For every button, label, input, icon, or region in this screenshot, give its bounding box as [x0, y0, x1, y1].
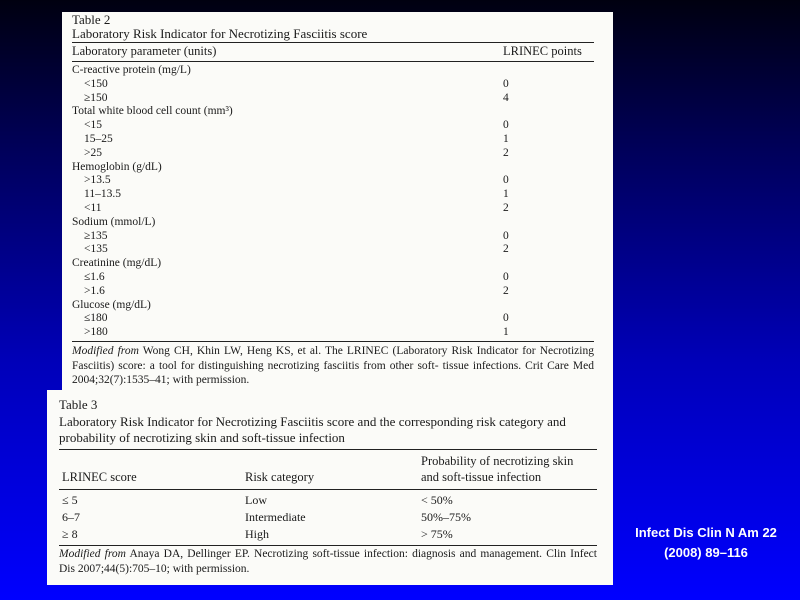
- table-2-header-parameter: Laboratory parameter (units): [72, 44, 217, 58]
- table-3-header-score: LRINEC score: [62, 470, 137, 484]
- table-row: [47, 526, 613, 542]
- points-cell: 0: [503, 174, 509, 187]
- parameter-cell: >25: [84, 146, 102, 159]
- citation-line-1: Infect Dis Clin N Am 22: [635, 525, 777, 540]
- points-cell: 4: [503, 91, 509, 104]
- citation-line-2: (2008) 89–116: [664, 545, 748, 560]
- score-cell: ≥ 8: [62, 527, 78, 541]
- table-row: [62, 312, 613, 325]
- table-2-footnote: [72, 344, 594, 388]
- points-cell: 2: [503, 202, 509, 214]
- points-cell: 1: [503, 188, 509, 201]
- parameter-cell: ≤1.6: [84, 271, 105, 283]
- table-row: [62, 257, 613, 270]
- table-2-top-rule: [72, 42, 594, 43]
- risk-category-cell: Low: [245, 493, 267, 507]
- table-row: [62, 119, 613, 132]
- parameter-cell: <11: [84, 202, 102, 214]
- points-cell: 0: [503, 271, 509, 283]
- table-row: [62, 78, 613, 91]
- table-row: [62, 202, 613, 215]
- parameter-cell: 11–13.5: [84, 188, 121, 201]
- table-row: [47, 492, 613, 508]
- table-3-header-probability-line-2: and soft-tissue infection: [421, 470, 542, 484]
- parameter-cell: Glucose (mg/dL): [72, 298, 151, 311]
- table-3-footnote: [59, 547, 597, 576]
- parameter-cell: <135: [84, 243, 108, 256]
- table-3-header-risk: Risk category: [245, 470, 315, 484]
- table-row: [62, 243, 613, 256]
- table-row: [62, 326, 613, 339]
- table-row: [62, 92, 613, 105]
- table-3-top-rule: [59, 449, 597, 450]
- probability-cell: 50%–75%: [421, 510, 471, 524]
- table-3-label: Table 3: [59, 397, 98, 412]
- points-cell: 2: [503, 243, 509, 256]
- table-row: [62, 230, 613, 243]
- table-3-panel: [47, 390, 613, 585]
- table-3-caption: Laboratory Risk Indicator for Necrotizing Fasciitis score and the corresponding risk category and probability of necrotizing skin and soft-tissue infection: [59, 414, 566, 445]
- table-2-header-points: LRINEC points: [503, 44, 582, 58]
- table-2-footnote-italic: Modified from: [72, 345, 139, 357]
- table-row: [62, 133, 613, 146]
- table-row: [62, 216, 613, 229]
- risk-category-cell: High: [245, 527, 269, 541]
- citation: [612, 523, 800, 563]
- table-row: [62, 161, 613, 174]
- table-2-caption: Laboratory Risk Indicator for Necrotizing Fasciitis score: [72, 26, 368, 41]
- table-3-header-rule: [59, 489, 597, 490]
- table-2-bottom-rule: [72, 341, 594, 342]
- table-row: [62, 147, 613, 160]
- table-row: [62, 174, 613, 187]
- parameter-cell: >180: [84, 326, 108, 339]
- probability-cell: < 50%: [421, 493, 453, 507]
- parameter-cell: >13.5: [84, 174, 111, 187]
- table-row: [62, 271, 613, 284]
- probability-cell: > 75%: [421, 527, 453, 541]
- table-2-panel: [62, 12, 613, 390]
- score-cell: 6–7: [62, 510, 80, 524]
- parameter-cell: <150: [84, 77, 108, 90]
- parameter-cell: >1.6: [84, 284, 105, 297]
- parameter-cell: C-reactive protein (mg/L): [72, 64, 191, 76]
- parameter-cell: Total white blood cell count (mm³): [72, 105, 233, 118]
- table-row: [47, 509, 613, 525]
- points-cell: 2: [503, 284, 509, 297]
- table-2-header-rule: [72, 61, 594, 62]
- points-cell: 1: [503, 133, 509, 145]
- table-row: [62, 299, 613, 312]
- points-cell: 1: [503, 326, 509, 339]
- table-row: [62, 285, 613, 298]
- parameter-cell: Sodium (mmol/L): [72, 215, 156, 228]
- points-cell: 0: [503, 119, 509, 132]
- table-row: [62, 64, 613, 77]
- parameter-cell: ≥135: [84, 229, 108, 242]
- table-3-footnote-text: Anaya DA, Dellinger EP. Necrotizing soft-tissue infection: diagnosis and management. Clin Infect Dis 2007;44(5):705–10; with permission.: [59, 548, 597, 575]
- risk-category-cell: Intermediate: [245, 510, 306, 524]
- table-2-footnote-text: Wong CH, Khin LW, Heng KS, et al. The LRINEC (Laboratory Risk Indicator for Necrotizing Fasciitis) score: a tool for distinguishing necrotizing fasciitis from other soft- tissue infections. Crit Care Med 2004;32(7):1535–41; with permission.: [72, 345, 594, 386]
- table-3-bottom-rule: [59, 545, 597, 546]
- score-cell: ≤ 5: [62, 493, 78, 507]
- table-row: [62, 105, 613, 118]
- points-cell: 0: [503, 229, 509, 242]
- parameter-cell: Hemoglobin (g/dL): [72, 160, 162, 173]
- points-cell: 0: [503, 312, 509, 325]
- parameter-cell: 15–25: [84, 133, 113, 145]
- parameter-cell: Creatinine (mg/dL): [72, 257, 162, 270]
- table-row: [62, 188, 613, 201]
- parameter-cell: <15: [84, 119, 102, 132]
- points-cell: 0: [503, 77, 509, 90]
- table-2-label: Table 2: [72, 12, 111, 27]
- parameter-cell: ≥150: [84, 91, 108, 104]
- parameter-cell: ≤180: [84, 312, 108, 325]
- table-3-footnote-italic: Modified from: [59, 548, 126, 560]
- table-3-header-probability-line-1: Probability of necrotizing skin: [421, 454, 574, 468]
- points-cell: 2: [503, 146, 509, 159]
